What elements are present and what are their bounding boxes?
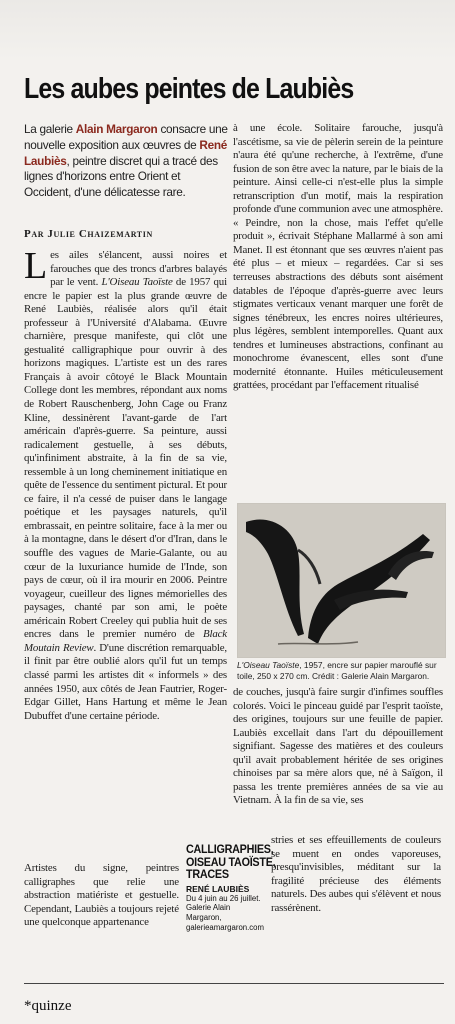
body-text: es ailes s'élancent, aussi noires et farouches que des troncs d'arbres balayés par le vent. <box>50 249 227 289</box>
standfirst-gallery: Alain Margaron <box>75 122 158 136</box>
caption-text: , 1957, encre sur papier marouflé sur toile, 250 x 270 cm. Crédit : Galerie Alain Margaron. <box>237 660 437 681</box>
body-column-left-end <box>24 862 179 930</box>
artwork-image <box>237 503 446 658</box>
exhibition-dates: Du 4 juin au 26 juillet. <box>186 893 261 903</box>
article-standfirst <box>24 122 230 201</box>
exhibition-artist: RENÉ LAUBIÈS <box>186 883 250 894</box>
exhibition-title <box>186 842 276 881</box>
exhibition-title-line: CALLIGRAPHIES, <box>186 842 274 856</box>
caption-title: L'Oiseau Taoïste <box>237 660 300 670</box>
page-top-shadow <box>0 0 455 60</box>
standfirst-text: La galerie <box>24 122 76 136</box>
page-folio: *quinze <box>24 998 72 1014</box>
standfirst-text: consacre une nouvelle exposition aux œuvres de <box>24 122 228 152</box>
artwork-title: L'Oiseau Taoïste <box>101 276 173 289</box>
body-text: . D'une discrétion remarquable, il finit par être oublié alors qu'il fut un temps classé parmi les artistes dit « informels » des années 1950, aux côtés de Jean Fautrier, Roger-Edgar Gillet, Hans Hartung et même le Jean Dubuffet d'une certaine période. <box>24 641 227 722</box>
exhibition-website: galerieamargaron.com <box>186 922 265 932</box>
body-column-left <box>24 245 227 723</box>
body-column-right-bottom <box>233 686 443 808</box>
exhibition-title-line: TRACES <box>186 867 229 881</box>
article-headline: Les aubes peintes de Laubiès <box>24 73 354 105</box>
artwork-caption <box>237 660 442 681</box>
body-column-right-end <box>271 834 441 915</box>
exhibition-title-line: OISEAU TAOÏSTE, <box>186 854 276 869</box>
footer-rule <box>24 983 444 984</box>
ink-painting-bird-icon <box>238 504 445 657</box>
byline: Par Julie Chaizemartin <box>24 228 153 240</box>
standfirst-artist: René Laubiès <box>24 137 228 168</box>
standfirst-text: , peintre discret qui a tracé des lignes d'horizons entre Orient et Occident, d'une délicatesse rare. <box>24 153 218 200</box>
body-paragraph <box>24 245 227 723</box>
body-paragraph: Artistes du signe, peintres calligraphes que relie une abstraction matiériste et gestuelle. Cependant, Laubiès a toujours rejeté une quelconque appartenance <box>24 862 179 929</box>
exhibition-infobox <box>186 842 276 933</box>
body-paragraph: de couches, jusqu'à faire surgir d'infimes souffles colorés. Voici le pinceau guidé par l'esprit taoïste, des origines, toujours sur une feuille de papier. Laubiès excellait dans l'art du dépouillement signifiant. Sagesse des matières et des couleurs qu'il avait probablement héritée de ses origines chinoises par sa mère alors que, né à Saïgon, il passa les trente premières années de sa vie au Vietnam. À la fin de sa vie, ses <box>233 686 443 807</box>
body-text: de 1957 qui encre le papier est la plus grande œuvre de René Laubiès, réalisée alors qu'il était professeur à l'Université d'Alabama. Œuvre charnière, presque manifeste, qui clôt une gestualité calligraphique pour ouvrir à des horizons magiques. L'artiste est un des rares Français à avoir côtoyé le Black Mountain College dont les membres, répondant aux noms de Robert Rauschenberg, John Cage ou Franz Kline, dessinèrent l'avant-garde de l'art américain d'après-guerre. Sa peinture, aussi radicalement gestuelle, à ses débuts, qu'infiniment abstraite, à la fin de sa vie, ressemble à un long cheminement initiatique en quête de l'essence du sentiment pictural. Et pour ce faire, il n'a cessé de puiser dans le langage poétique et les paysages naturels, qu'il embrassait, en peintre solitaire, face à la mer ou à la montagne, dans le désert d'or d'Iran, dans le souffle des vagues de Marie-Galante, ou au cœur de la luxuriance humide de l'Inde, son pays de cœur, où il ira mourir en 2006. Peintre voyageur, cueilleur des lignes mémorielles des paysages, chanté par son ami, le poète américain Robert Creeley qui publia huit de ses encres dans le premier numéro de <box>24 276 227 641</box>
exhibition-venue: Galerie Alain Margaron, <box>186 903 231 923</box>
body-paragraph: à une école. Solitaire farouche, jusqu'à l'ascétisme, sa vie de pèlerin serein de la peinture n'aura été qu'une recherche, à l'extrême, d'une fusion de son être avec la nature, par le biais de la peinture. Ainsi celle-ci n'est-elle plus la simple retranscription d'un motif, mais la respiration profonde d'une communion avec une atmosphère. « Peindre, non la chose, mais l'effet qu'elle produit », écrivait Stéphane Mallarmé à son ami Manet. Il est étonnant que ses œuvres n'aient pas été plus – et mieux – regardées. Car si ses terreuses abstractions des débuts sont aisément datables de l'époque d'après-guerre avec leurs stigmates verticaux venant marquer une forêt de signes ténébreux, les encres noires ultérieures, plus légères, semblent intemporelles. Quant aux tendres et lumineuses abstractions, confinant au monochrome évanescent, elles sont d'une modernité étonnante. Huiles méticuleusement grattées, procédant par l'effacement ritualisé <box>233 122 443 392</box>
exhibition-details <box>186 894 266 933</box>
drop-cap: L <box>24 245 48 287</box>
body-column-right-top <box>233 122 443 393</box>
review-title: Black Moutain Review <box>24 628 227 654</box>
body-paragraph: stries et ses effeuillements de couleurs se muent en ondes vaporeuses, presqu'invisibles, méditant sur la fragilité précieuse des éléments naturels. Des aubes qui s'élèvent et nous rassérènent. <box>271 834 441 914</box>
